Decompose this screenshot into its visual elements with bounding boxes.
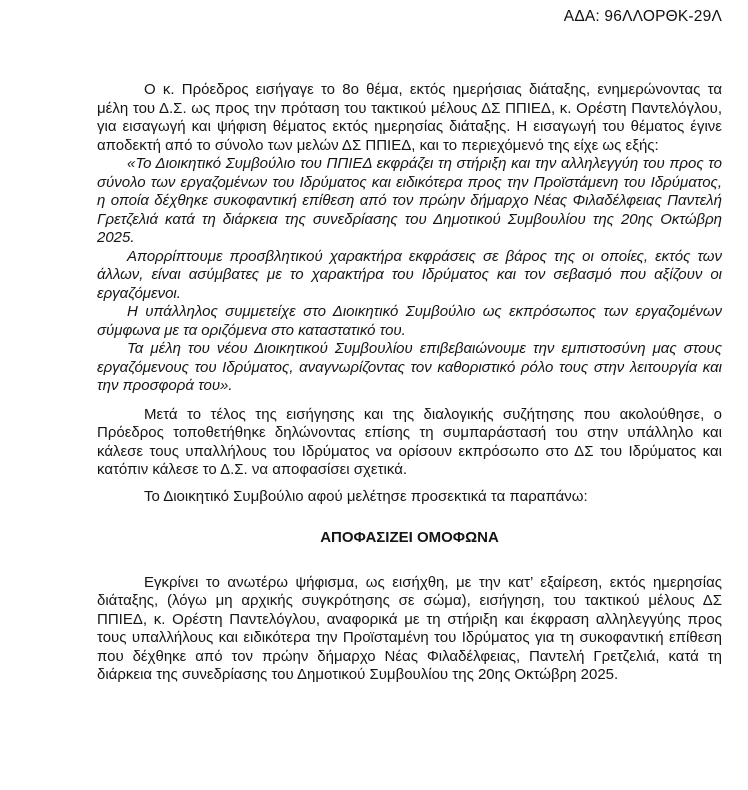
after-quote-paragraph: Μετά το τέλος της εισήγησης και της διαλογικής συζήτησης που ακολούθησε, ο Πρόεδρος τοποθετήθηκε δηλώνοντας επίσης τη συμπαράστασή του στην υπάλληλο και κάλεσε τους υπαλλήλους του Ιδρύματος να ορίσουν εκπρόσωπο στο ΔΣ του Ιδρύματος και κατόπιν κάλεσε το Δ.Σ. να αποφασίσει σχετικά. <box>97 405 722 478</box>
quote-paragraph-3: Η υπάλληλος συμμετείχε στο Διοικητικό Συμβούλιο ως εκπρόσωπος των εργαζομένων σύμφωνα με τα οριζόμενα στο καταστατικό του. <box>97 303 722 339</box>
quote-paragraph-2: Απορρίπτουμε προσβλητικού χαρακτήρα εκφράσεις σε βάρος της οι οποίες, εκτός των άλλων, είναι ασύμβατες με το χαρακτήρα του Ιδρύματος και τον σεβασμό που αξίζουν οι εργαζόμενοι. <box>97 247 722 302</box>
document-body <box>97 81 722 685</box>
ada-code: ΑΔΑ: 96ΛΛΟΡΘΚ-29Λ <box>563 8 722 25</box>
lead-in-paragraph: Το Διοικητικό Συμβούλιο αφού μελέτησε προσεκτικά τα παραπάνω: <box>144 487 588 505</box>
quote-paragraph-1: «Το Διοικητικό Συμβούλιο του ΠΠΙΕΔ εκφράζει τη στήριξη και την αλληλεγγύη του προς το σύνολο των εργαζομένων του Ιδρύματος και ειδικότερα προς την Προϊστάμενη του Ιδρύματος, η οποία δέχθηκε συκοφαντική επίθεση από τον πρώην δήμαρχο Νέας Φιλαδέλφειας Παντελή Γρετζελιά κατά τη διάρκεια της συνεδρίασης του Δημοτικού Συμβουλίου της 20ης Οκτώβρη 2025. <box>97 155 722 246</box>
decision-heading: ΑΠΟΦΑΣΙΖΕΙ ΟΜΟΦΩΝΑ <box>320 529 499 546</box>
intro-paragraph: Ο κ. Πρόεδρος εισήγαγε το 8ο θέμα, εκτός ημερήσιας διάταξης, ενημερώνοντας τα μέλη του Δ.Σ. ως προς την πρόταση του τακτικού μέλους ΔΣ ΠΠΙΕΔ, κ. Ορέστη Παντελόγλου, για εισαγωγή και ψήφιση θέματος εκτός ημερησίας διάταξης. Η εισαγωγή του θέματος έγινε αποδεκτή από το σύνολο των μελών ΔΣ ΠΠΙΕΔ, και το περιεχόμενό της είχε ως εξής: <box>97 81 722 154</box>
decision-body-paragraph: Εγκρίνει το ανωτέρω ψήφισμα, ως εισήχθη, με την κατ’ εξαίρεση, εκτός ημερησίας διάταξης, (λόγω μη αρχικής συγκρότησης σε σώμα), εισήγηση, του τακτικού μέλους ΔΣ ΠΠΙΕΔ, κ. Ορέστη Παντελόγλου, αναφορικά με τη στήριξη και έκφραση αλληλεγγύης προς τους υπαλλήλους και ειδικότερα την Προϊσταμένη του Ιδρύματος για τη συκοφαντική επίθεση που δέχθηκε από τον πρώην δήμαρχο Νέας Φιλαδέλφειας, Παντελή Γρετζελιά, κατά τη διάρκεια της συνεδρίασης του Δημοτικού Συμβουλίου της 20ης Οκτώβρη 2025. <box>97 573 722 683</box>
quote-paragraph-4: Τα μέλη του νέου Διοικητικού Συμβουλίου επιβεβαιώνουμε την εμπιστοσύνη μας στους εργαζόμενους του Ιδρύματος, αναγνωρίζοντας τον καθοριστικό ρόλο τους στην λειτουργία και την προσφορά του». <box>97 340 722 394</box>
